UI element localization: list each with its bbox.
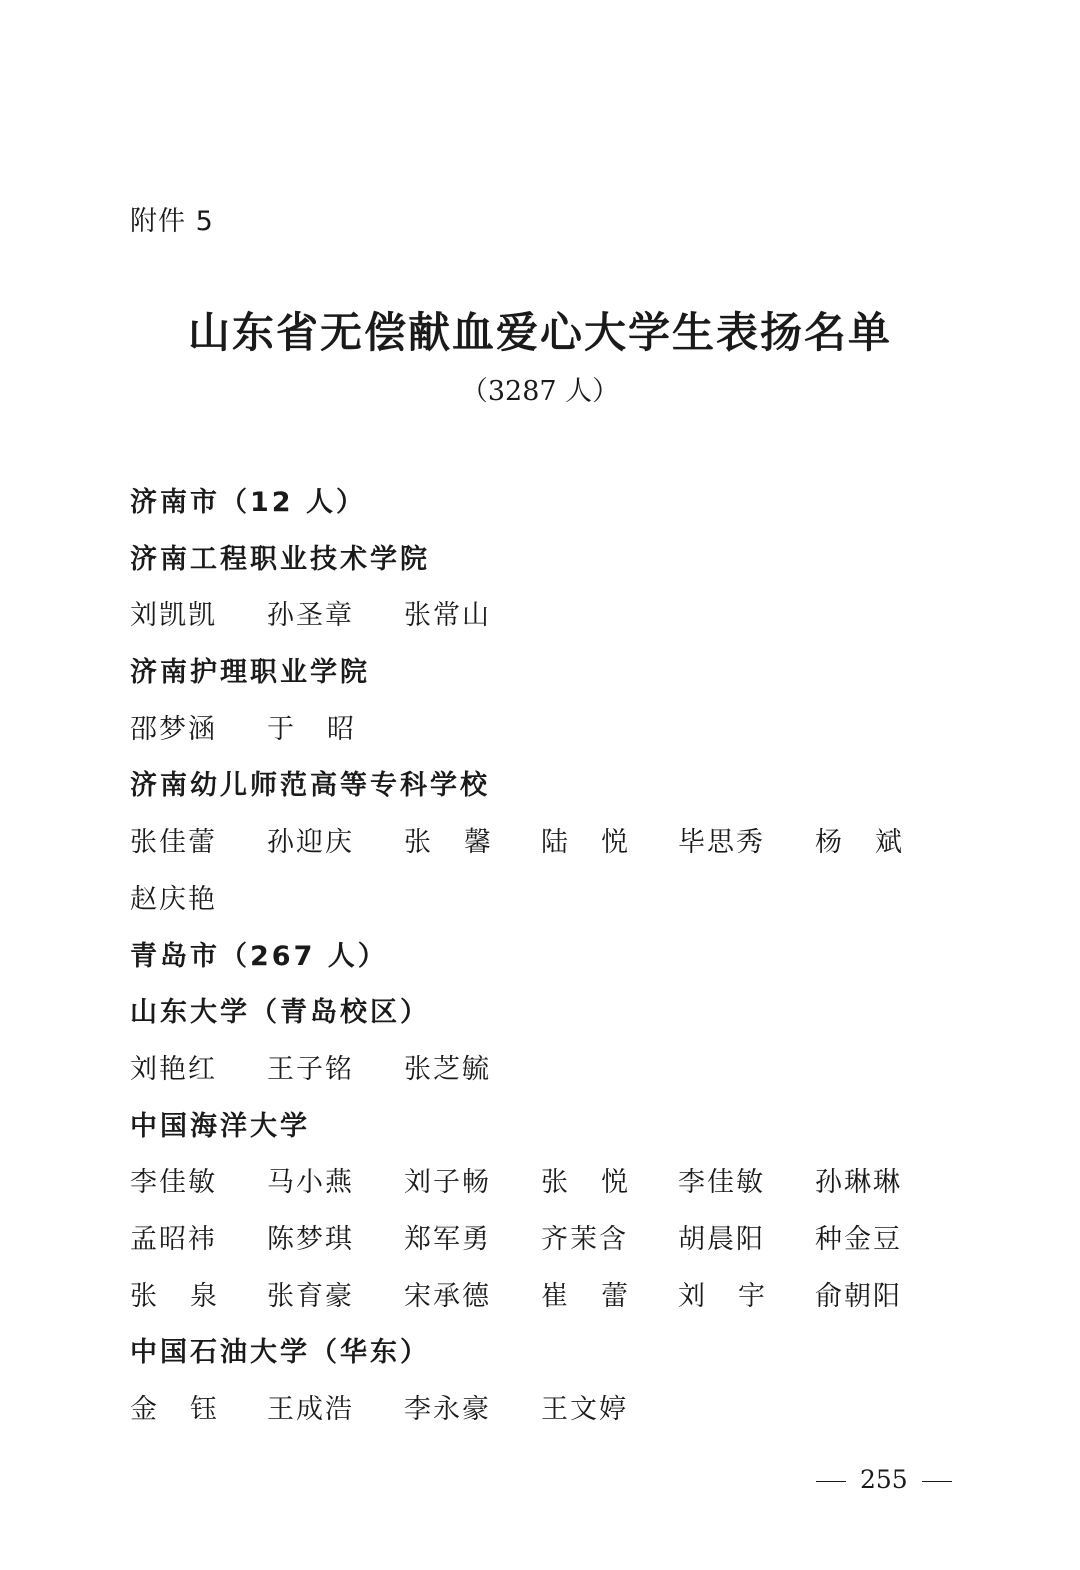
dash-right	[922, 1481, 952, 1483]
person-name: 王成浩	[267, 1394, 354, 1425]
names-row	[130, 1042, 960, 1099]
names-row	[130, 872, 960, 929]
person-name: 王文婷	[541, 1394, 628, 1425]
person-name: 杨斌	[815, 827, 935, 859]
names-row	[130, 815, 960, 872]
person-name: 刘艳红	[130, 1053, 217, 1085]
person-name: 胡晨阳	[678, 1223, 765, 1255]
names-row	[130, 1212, 960, 1269]
person-name: 种金豆	[815, 1223, 902, 1255]
school-heading: 中国石油大学（华东）	[130, 1337, 430, 1369]
page-number-text: 255	[859, 1465, 908, 1494]
person-name: 张泉	[130, 1280, 250, 1312]
dash-left	[816, 1481, 846, 1483]
names-row	[130, 588, 960, 645]
attachment-label: 附件 5	[130, 206, 214, 237]
names-row	[130, 1382, 960, 1439]
person-name: 张佳蕾	[130, 827, 217, 859]
person-name: 张常山	[404, 600, 491, 632]
school-heading: 山东大学（青岛校区）	[130, 997, 430, 1029]
document-title: 山东省无偿献血爱心大学生表扬名单	[187, 308, 892, 357]
person-name: 张育豪	[267, 1280, 354, 1312]
city-heading: 济南市（12 人）	[130, 487, 366, 518]
person-name: 孙圣章	[267, 600, 354, 632]
person-name: 俞朝阳	[815, 1280, 902, 1312]
person-name: 王子铭	[267, 1053, 354, 1085]
school-heading: 济南护理职业学院	[130, 657, 370, 689]
person-name: 孟昭祎	[130, 1223, 217, 1255]
person-name: 孙迎庆	[267, 827, 354, 859]
school-heading: 济南幼儿师范高等专科学校	[130, 770, 490, 802]
person-name: 马小燕	[267, 1167, 354, 1199]
person-name: 邵梦涵	[130, 713, 217, 745]
person-name: 刘子畅	[404, 1167, 491, 1199]
person-name: 于昭	[267, 713, 387, 745]
city-heading: 青岛市（267 人）	[130, 940, 388, 972]
person-name: 毕思秀	[678, 827, 765, 859]
person-name: 金钰	[130, 1394, 250, 1425]
names-row	[130, 1155, 960, 1212]
page-number	[810, 1462, 958, 1498]
honor-list	[130, 475, 960, 1439]
person-name: 张悦	[541, 1167, 661, 1199]
document-subtitle: （3287 人）	[460, 376, 620, 407]
person-name: 李佳敏	[130, 1167, 217, 1199]
person-name: 齐茉含	[541, 1223, 628, 1255]
person-name: 李佳敏	[678, 1167, 765, 1199]
names-row	[130, 702, 960, 759]
person-name: 宋承德	[404, 1280, 491, 1312]
person-name: 李永豪	[404, 1394, 491, 1425]
person-name: 赵庆艳	[130, 883, 217, 915]
person-name: 陈梦琪	[267, 1223, 354, 1255]
names-row	[130, 1269, 960, 1326]
school-heading: 济南工程职业技术学院	[130, 543, 430, 575]
person-name: 郑军勇	[404, 1223, 491, 1255]
person-name: 刘宇	[678, 1280, 798, 1312]
person-name: 张馨	[404, 827, 524, 859]
person-name: 崔蕾	[541, 1280, 661, 1312]
person-name: 孙琳琳	[815, 1167, 902, 1199]
school-heading: 中国海洋大学	[130, 1110, 310, 1142]
person-name: 陆悦	[541, 827, 661, 859]
person-name: 刘凯凯	[130, 600, 217, 632]
person-name: 张芝毓	[404, 1053, 491, 1085]
